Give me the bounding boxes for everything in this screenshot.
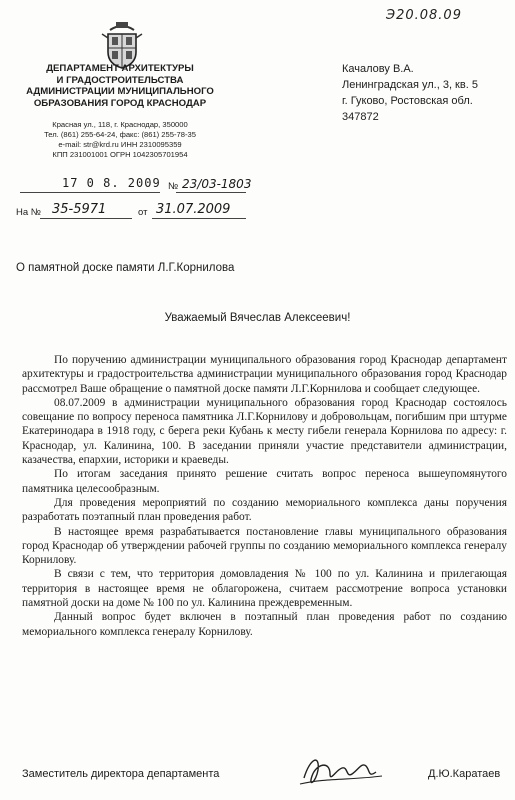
- reference-number-underline: [40, 218, 132, 219]
- outgoing-number-label: №: [168, 181, 179, 192]
- department-contacts: [0, 120, 240, 160]
- org-line: ДЕПАРТАМЕНТ АРХИТЕКТУРЫ: [46, 63, 194, 74]
- reference-number: 35-5971: [52, 202, 107, 217]
- outgoing-number: 23/03-1803: [182, 177, 252, 191]
- salutation: Уважаемый Вячеслав Алексеевич!: [164, 312, 351, 324]
- body-paragraph: По итогам заседания принято решение считать вопрос переноса вышеупомянутого памятника целесообразным.: [22, 468, 507, 495]
- contact-line: Красная ул., 118, г. Краснодар, 350000: [52, 120, 188, 129]
- org-line: И ГРАДОСТРОИТЕЛЬСТВА: [56, 74, 184, 86]
- body-paragraph: Для проведения мероприятий по созданию мемориального комплекса даны поручения разработать поэтапный план проведения работ.: [22, 496, 507, 524]
- recipient-line: Ленинградская ул., 3, кв. 5: [342, 79, 478, 91]
- reference-date: 31.07.2009: [156, 202, 231, 217]
- contact-line: e-mail: str@krd.ru ИНН 2310095359: [58, 140, 182, 149]
- recipient-line: 347872: [342, 111, 379, 123]
- recipient-address: [342, 61, 478, 125]
- letter-subject: О памятной доске памяти Л.Г.Корнилова: [16, 262, 235, 274]
- reference-date-underline: [152, 218, 246, 219]
- department-name: [0, 63, 240, 109]
- date-underline: [20, 192, 160, 193]
- signer-name: Д.Ю.Каратаев: [428, 768, 501, 780]
- body-paragraph: Данный вопрос будет включен в поэтапный план проведения работ по созданию мемориального комплекса генералу Корнилову.: [22, 611, 507, 638]
- org-line: ОБРАЗОВАНИЯ ГОРОД КРАСНОДАР: [33, 97, 207, 109]
- body-paragraph: По поручению администрации муниципального образования город Краснодар департамент архитектуры и градостроительства администрации муниципального образования город Краснодар рассмотрел Ваше обращение о памятной доске памяти Л.Г.Корнилова и сообщает следующее.: [22, 354, 507, 395]
- recipient-line: г. Гуково, Ростовская обл.: [342, 95, 473, 107]
- letter-body: [22, 353, 507, 639]
- reference-date-label: от: [138, 207, 148, 218]
- body-paragraph: В связи с тем, что территория домовладения № 100 по ул. Калинина и прилегающая территория в настоящее время не облагорожена, считаем рассмотрение вопроса установки памятной доски на доме № 100 по ул. Калинина преждевременным.: [22, 568, 507, 610]
- signer-position: Заместитель директора департамента: [22, 768, 220, 780]
- handwritten-note: Э20.08.09: [386, 8, 462, 23]
- contact-line: Тел. (861) 255-64-24, факс: (861) 255-78-35: [44, 130, 196, 139]
- org-line: АДМИНИСТРАЦИИ МУНИЦИПАЛЬНОГО: [26, 86, 214, 97]
- body-paragraph: В настоящее время разрабатывается постановление главы муниципального образования город Краснодар об утверждении рабочей группы по созданию мемориального комплекса генералу Корнилову.: [22, 525, 507, 567]
- reference-number-label: На №: [16, 207, 41, 218]
- contact-line: КПП 231001001 ОГРН 1042305701954: [52, 150, 188, 159]
- registration-date-stamp: 17 0 8. 2009: [62, 176, 161, 190]
- number-underline: [176, 192, 246, 193]
- recipient-line: Качалову В.А.: [342, 63, 414, 75]
- body-paragraph: 08.07.2009 в администрации муниципального образования город Краснодар состоялось совещание по вопросу переноса памятника Л.Г.Корнилову и добровольцам, погибшим при штурме Екатеринодара в 1918 году, с берега реки Кубань к месту гибели генерала Корнилова по адресу: г. Краснодар, ул. Калинина, 100. В заседании приняли участие представители администрации, казачества, епархии, историки и краеведы.: [22, 396, 507, 467]
- handwritten-signature: [296, 748, 386, 794]
